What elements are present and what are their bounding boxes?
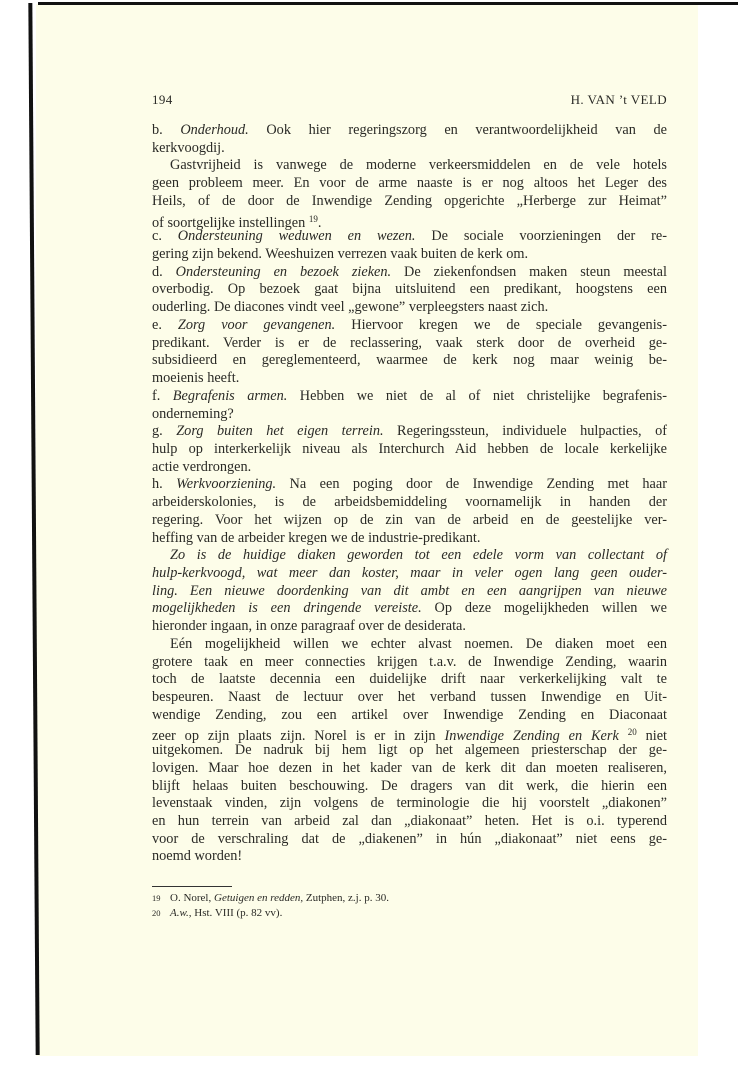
text-segment: actie verdrongen. [152, 458, 252, 475]
text-segment: toch de laatste decennia een duidelijke drift naar verkerkelijking valt te [152, 671, 667, 688]
text-line [152, 494, 667, 512]
text-line [152, 724, 668, 745]
text-segment: overbodig. Op bezoek gaat bijna uitsluitend een predikant, hoogstens een [152, 281, 667, 298]
text-segment: Na een poging door de Inwendige Zending met haar [276, 476, 668, 493]
text-segment: arbeiderskolonies, is de arbeidsbemiddeling voornamelijk in handen der [152, 494, 667, 511]
text-line [152, 618, 667, 636]
italic-text: Ondersteuning en bezoek zieken. [175, 263, 392, 280]
text-line [152, 281, 667, 299]
text-segment: regering. Voor het wijzen op de zin van de arbeid en de geestelijke ver- [152, 511, 667, 528]
text-line [152, 813, 667, 831]
text-segment: bespeuren. Naast de lectuur over het verband tussen Inwendige en Uit- [152, 689, 667, 705]
footnote [152, 906, 667, 921]
text-segment: Regeringssteun, individuele hulpacties, of [383, 423, 667, 440]
text-segment: predikant. Verder is er de reclassering, vaak sterk door de overheid ge- [152, 334, 667, 351]
text-segment: en hun terrein van arbeid zal dan „diakonaat” heten. Het is o.i. typerend [152, 813, 667, 830]
text-segment: kerkvoogdij. [152, 139, 225, 156]
text-segment: Zutphen, z.j. p. 30. [303, 892, 389, 904]
text-segment: zeer op zijn plaats zijn. Norel is er in zijn [152, 728, 445, 745]
text-line [152, 140, 667, 158]
text-segment: O. Norel, [170, 892, 214, 904]
text-line [152, 760, 667, 778]
text-segment: moeienis heeft. [152, 370, 240, 387]
text-segment: f. [152, 387, 173, 404]
body-text [152, 122, 667, 866]
text-segment: Ook hier regeringszorg en verantwoordelijkheid van de [248, 122, 667, 138]
text-segment: b. [152, 122, 181, 138]
italic-text: Zorg voor gevangenen. [177, 316, 336, 333]
running-head-author: H. VAN ’t VELD [570, 92, 667, 107]
footnotes [152, 891, 667, 921]
text-line [152, 742, 667, 760]
text-line [152, 476, 667, 494]
text-segment: g. [152, 423, 177, 440]
text-line [152, 335, 667, 353]
text-segment: blijft helaas buiten beschouwing. De dragers van dit werk, die hierin een [152, 777, 667, 794]
text-segment: Op deze mogelijkheden willen we [421, 600, 667, 617]
text-line [152, 671, 667, 689]
text-line [152, 175, 667, 193]
italic-text: Zorg buiten het eigen terrein. [176, 423, 384, 440]
text-line [152, 583, 667, 601]
text-segment: gering zijn bekend. Weeshuizen verrezen vaak buiten de kerk om. [152, 246, 529, 263]
text-line [152, 547, 667, 565]
text-segment: niet [636, 728, 668, 745]
text-segment: levenstaak vinden, zijn volgens de terminologie die hij voorstelt „diakonen” [152, 795, 667, 812]
text-line [152, 317, 667, 335]
text-line [152, 441, 667, 459]
text-line [152, 848, 667, 866]
running-head [152, 92, 667, 110]
footnote-reference: 20 [627, 727, 637, 738]
text-segment: Hiervoor kregen we de speciale gevangenis- [335, 316, 668, 333]
text-segment: Heils, of de door de Inwendige Zending opgerichte „Herberge zur Heimat” [152, 192, 667, 209]
italic-text: ling. Een nieuwe doordenking van dit ambt en een aangrijpen van nieuwe [152, 582, 667, 599]
text-segment: voor de verschraling dat de „diakenen” in hún „diakonaat” niet eens ge- [152, 830, 667, 847]
page-number: 194 [152, 92, 173, 107]
text-line [152, 707, 667, 725]
text-segment: Hebben we niet de al of niet christelijke begrafenis- [287, 387, 667, 404]
italic-text: Inwendige Zending en Kerk [444, 728, 619, 745]
italic-text: Onderhoud. [180, 122, 249, 138]
text-segment: e. [152, 316, 178, 333]
text-line [152, 530, 667, 548]
text-segment: onderneming? [152, 405, 234, 422]
text-segment: De ziekenfondsen maken steun meestal [391, 263, 667, 280]
text-line [152, 795, 667, 813]
italic-text: hulp-kerkvoogd, wat meer dan koster, maar in veler ogen lang geen ouder- [152, 564, 667, 581]
text-segment: uitgekomen. De nadruk bij hem ligt op het algemeen priesterschap der ge- [152, 742, 667, 759]
text-line [152, 228, 667, 246]
text-segment: De sociale voorzieningen der re- [415, 228, 667, 245]
text-line [152, 406, 667, 424]
text-line [152, 246, 667, 264]
footnote-rule [152, 886, 232, 887]
text-segment: of soortgelijke instellingen [152, 214, 309, 231]
text-line [152, 778, 667, 796]
text-segment: Eén mogelijkheid willen we echter alvast noemen. De diaken moet een [170, 635, 667, 652]
text-line [152, 565, 667, 583]
text-segment: Hst. VIII (p. 82 vv). [191, 907, 283, 919]
text-line [152, 831, 667, 849]
footnote-reference: 19 [308, 213, 318, 224]
text-line [152, 654, 667, 672]
text-line [152, 459, 667, 477]
text-line [152, 512, 667, 530]
text-segment: heffing van de arbeider kregen we de industrie-predikant. [152, 529, 481, 546]
text-line [152, 299, 667, 317]
italic-text: mogelijkheden is een dringende vereiste. [152, 600, 422, 617]
text-line [152, 600, 667, 618]
italic-text: Werkvoorziening. [176, 476, 277, 493]
text-line [152, 352, 667, 370]
text-line [152, 689, 667, 707]
text-line [152, 388, 667, 406]
italic-text: A.w., [170, 907, 192, 919]
italic-text: Ondersteuning weduwen en wezen. [177, 228, 416, 245]
text-line [152, 423, 667, 441]
text-segment: Gastvrijheid is vanwege de moderne verkeersmiddelen en de vele hotels [170, 157, 667, 174]
text-line [152, 264, 667, 282]
scan-edge-top [38, 2, 738, 5]
text-segment: hulp op interkerkelijk niveau als Interchurch Aid hebben de locale kerkelijke [152, 440, 667, 457]
text-segment: . [317, 214, 322, 231]
italic-text: Zo is de huidige diaken geworden tot een edele vorm van collectant of [170, 547, 667, 564]
text-line [152, 211, 667, 229]
text-segment: wendige Zending, zou een artikel over Inwendige Zending en Diaconaat [152, 706, 667, 723]
footnote [152, 891, 667, 906]
text-segment: lovigen. Maar hoe dezen in het kader van de kerk dit dan moeten realiseren, [152, 759, 667, 776]
text-line [152, 636, 667, 654]
text-segment: c. [152, 228, 178, 245]
text-segment: noemd worden! [152, 848, 243, 865]
text-line [152, 157, 667, 175]
text-segment: ouderling. De diacones vindt veel „gewone” verpleegsters naast zich. [152, 299, 549, 316]
text-segment: d. [152, 263, 176, 280]
text-line [152, 193, 667, 211]
text-line [152, 122, 667, 140]
text-segment: geen probleem meer. En voor de arme naaste is er nog altoos het Leger des [152, 175, 667, 192]
italic-text: Getuigen en redden, [214, 892, 304, 904]
text-segment: grotere taak en meer connecties krijgen t.a.v. de Inwendige Zending, waarin [152, 653, 667, 670]
text-segment: hieronder ingaan, in onze paragraaf over de desiderata. [152, 618, 466, 635]
text-line [152, 370, 667, 388]
text-segment: h. [152, 476, 177, 493]
footnote-number: 20 [152, 908, 161, 918]
footnote-number: 19 [152, 893, 161, 903]
italic-text: Begrafenis armen. [172, 387, 288, 404]
text-segment: subsidieerd en gereglementeerd, waarmee de kerk nog maar weinig be- [152, 352, 667, 369]
